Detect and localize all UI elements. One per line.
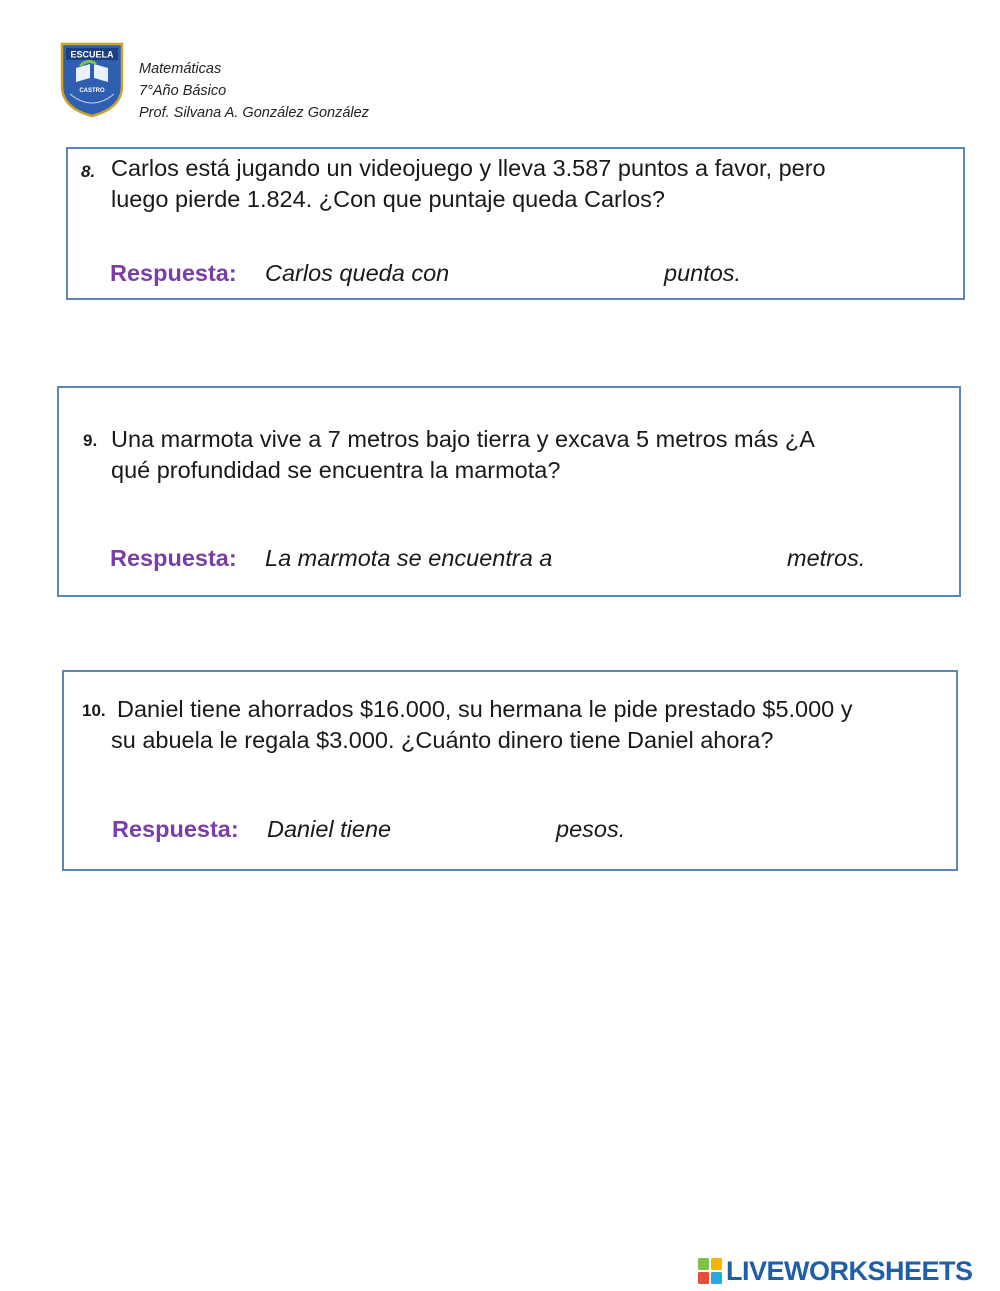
- question-8-line-2: luego pierde 1.824. ¿Con que puntaje queda Carlos?: [111, 186, 665, 212]
- question-10-answer-unit: pesos.: [556, 816, 626, 842]
- question-9-line-1: Una marmota vive a 7 metros bajo tierra y excava 5 metros más ¿A: [111, 426, 815, 452]
- question-10-number: 10.: [82, 701, 106, 720]
- question-8-answer-prefix: Carlos queda con: [265, 260, 450, 286]
- logo-text-castro: CASTRO: [79, 88, 105, 94]
- teacher-line: Prof. Silvana A. González González: [139, 105, 369, 121]
- question-8-line-1: Carlos está jugando un videojuego y lleva 3.587 puntos a favor, pero: [111, 155, 826, 181]
- question-10-answer-label: Respuesta:: [112, 816, 239, 842]
- question-9-answer-unit: metros.: [787, 545, 866, 571]
- liveworksheets-text: LIVEWORKSHEETS: [726, 1255, 973, 1286]
- question-10-box: [62, 670, 958, 871]
- subject-line: Matemáticas: [139, 61, 222, 77]
- question-8-box: [66, 147, 965, 300]
- question-10-answer-input[interactable]: [414, 812, 553, 844]
- question-9-answer-input[interactable]: [594, 541, 788, 573]
- question-8-answer-unit: puntos.: [664, 260, 742, 286]
- grade-line: 7°Año Básico: [139, 83, 227, 99]
- question-8-answer-label: Respuesta:: [110, 260, 237, 286]
- liveworksheets-brand: [698, 1256, 973, 1286]
- question-10-line-2: su abuela le regala $3.000. ¿Cuánto dinero tiene Daniel ahora?: [111, 727, 774, 753]
- question-9-answer-prefix: La marmota se encuentra a: [265, 545, 553, 571]
- school-logo: [60, 42, 124, 118]
- question-10-text: [111, 694, 853, 756]
- question-10-line-1: Daniel tiene ahorrados $16.000, su hermana le pide prestado $5.000 y: [117, 696, 853, 722]
- logo-text-escuela: ESCUELA: [70, 49, 114, 60]
- liveworksheets-icon: [698, 1258, 722, 1284]
- question-9-box: [57, 386, 961, 597]
- question-9-answer-label: Respuesta:: [110, 545, 237, 571]
- question-10-answer-prefix: Daniel tiene: [267, 816, 392, 842]
- question-8-answer-input[interactable]: [478, 256, 662, 288]
- question-8-text: [111, 153, 826, 215]
- question-9-number: 9.: [83, 431, 98, 450]
- question-9-text: [111, 424, 815, 486]
- question-9-line-2: qué profundidad se encuentra la marmota?: [111, 457, 561, 483]
- question-8-number: 8.: [81, 162, 96, 181]
- header-info: [139, 58, 369, 124]
